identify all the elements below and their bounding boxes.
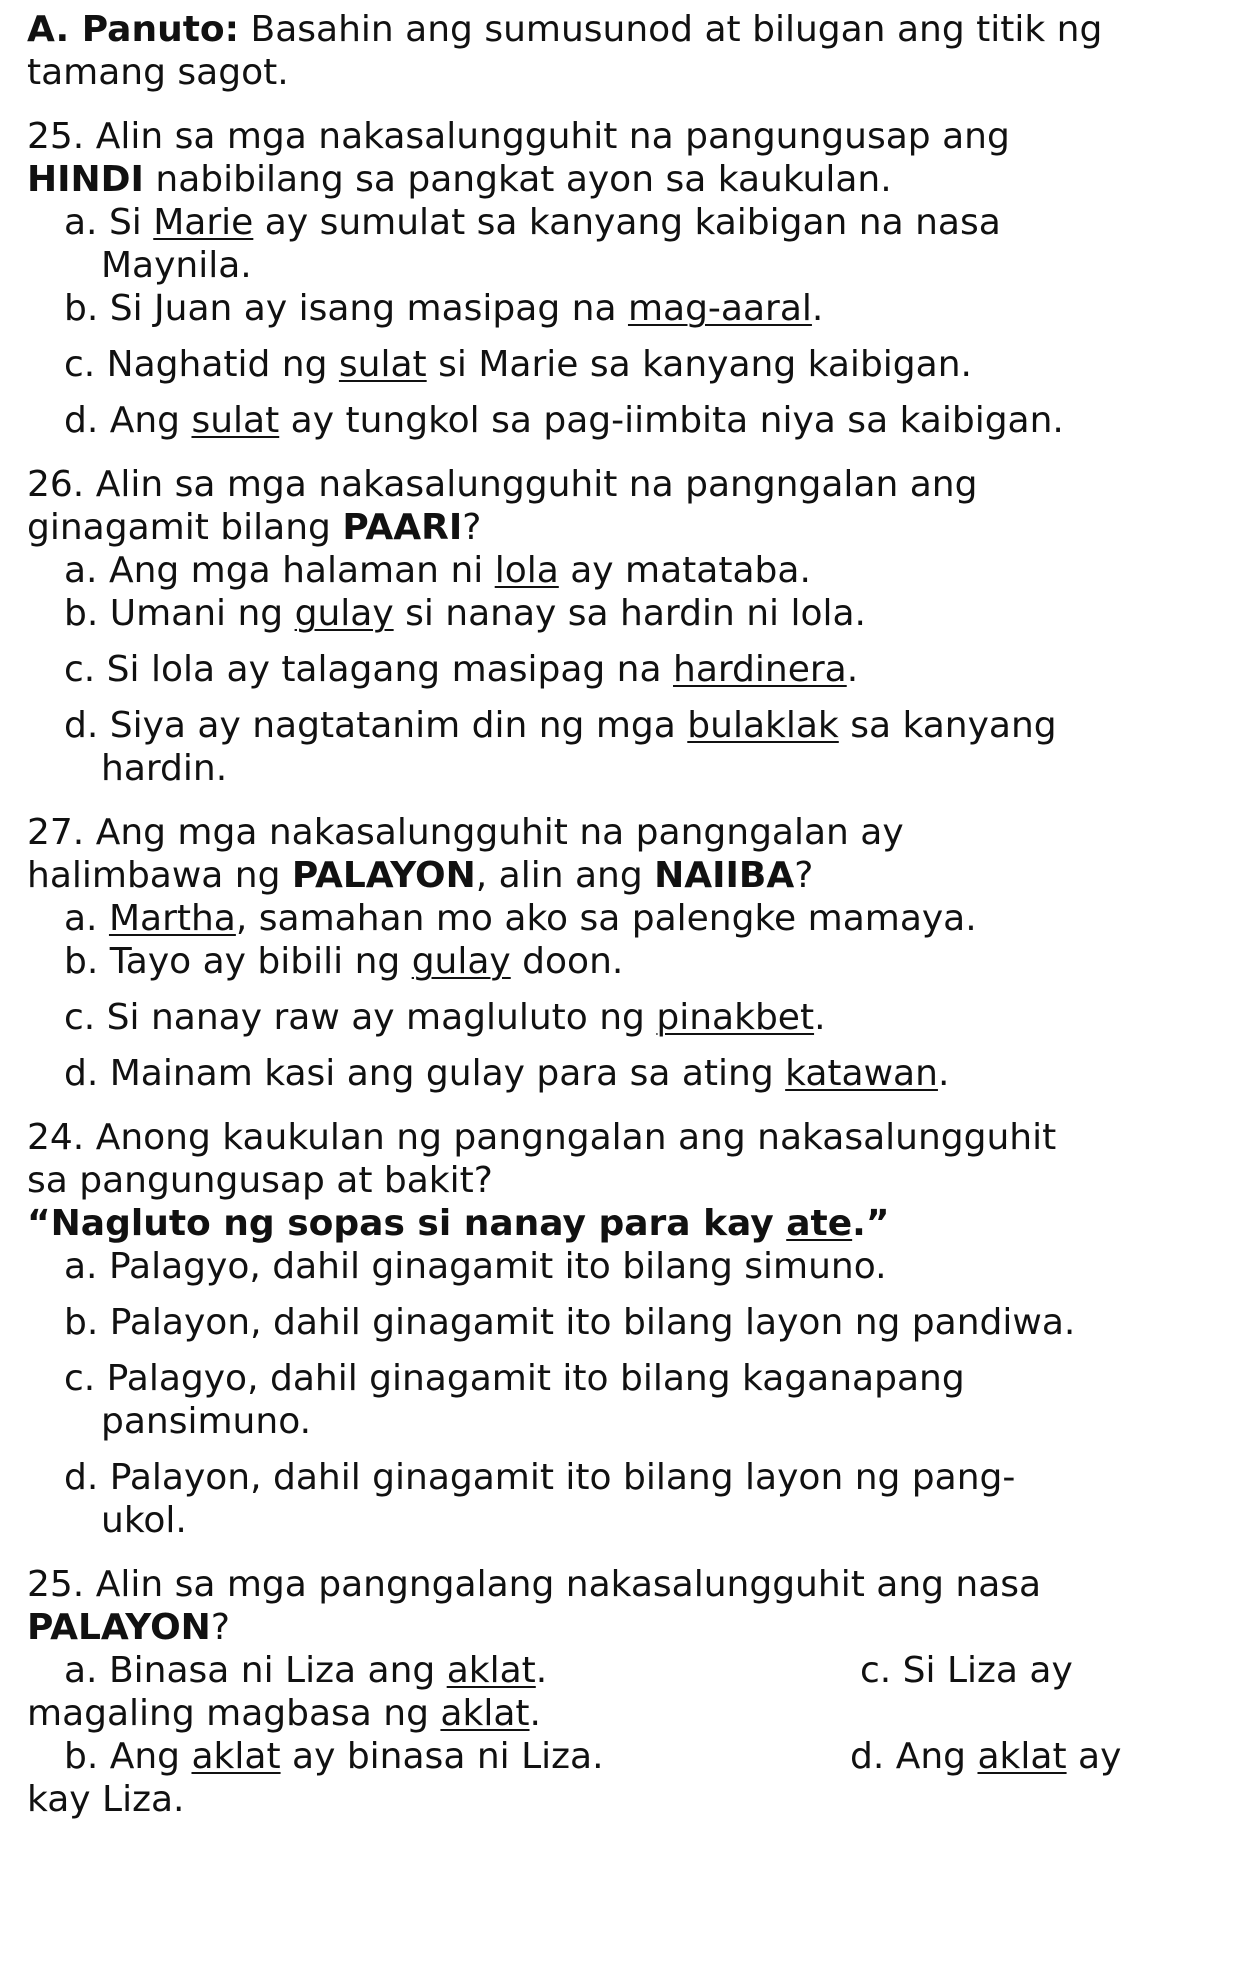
q25a-b-post: . [811,288,824,329]
q26-c-underlined: hardinera [673,649,847,690]
q27-option-d[interactable] [27,1052,1214,1095]
q25a-b-underlined: mag-aaral [627,288,812,329]
q27-d-post: . [937,1053,950,1094]
q26-a-pre: a. Ang mga halaman ni [64,550,495,591]
q25b-c-cont-pre: magaling magbasa ng [27,1693,441,1734]
q27-stem-line-2 [27,854,1214,897]
q25b-stem-line-2 [27,1606,1214,1649]
q25b-keyword: PALAYON [27,1607,211,1648]
q24-quote-pre: “Nagluto ng sopas si nanay para kay [27,1203,787,1244]
q27-d-underlined: katawan [785,1053,938,1094]
q26-c-post: . [846,649,859,690]
q27-a-pre: a. [64,898,109,939]
q27-keyword-1: PALAYON [291,855,476,896]
q26-keyword: PAARI [342,507,463,548]
q27-b-underlined: gulay [411,941,511,982]
q24-option-d[interactable]: d. Palayon, dahil ginagamit ito bilang layon ng pang- [64,1457,1016,1498]
q25a-d-underlined: sulat [191,400,280,441]
q27-a-underlined: Martha [108,898,236,939]
q26-stem-line-1: 26. Alin sa mga nakasalungguhit na pangngalan ang [27,464,978,505]
q25b-row-1 [27,1649,1214,1692]
q26-d-underlined: bulaklak [687,705,839,746]
q25a-c-post: si Marie sa kanyang kaibigan. [426,344,972,385]
q24-quote [27,1202,1214,1245]
q27-b-pre: b. Tayo ay bibili ng [64,941,412,982]
q25a-b-pre: b. Si Juan ay isang masipag na [64,288,628,329]
q24-option-a[interactable]: a. Palagyo, dahil ginagamit ito bilang simuno. [64,1246,887,1287]
q25a-option-d[interactable] [27,399,1214,442]
q25b-b-post: ay binasa ni Liza. [280,1736,604,1777]
q27-keyword-2: NAIIBA [654,855,795,896]
q25a-option-c[interactable] [27,343,1214,386]
q27-stem-line-1: 27. Ang mga nakasalungguhit na pangngalan ay [27,812,904,853]
q26-d-post: sa kanyang [838,705,1057,746]
q26-option-a[interactable] [27,549,1214,592]
q27-b-post: doon. [510,941,624,982]
q27-a-post: , samahan mo ako sa palengke mamaya. [235,898,977,939]
q25a-stem-line-1: 25. Alin sa mga nakasalungguhit na pangungusap ang [27,116,1010,157]
q25b-c-cont-post: . [529,1693,541,1734]
q26-option-d[interactable] [27,704,1214,747]
q24-option-b[interactable]: b. Palayon, dahil ginagamit ito bilang layon ng pandiwa. [64,1302,1076,1343]
q25a-c-pre: c. Naghatid ng [64,344,339,385]
q26-stem-post: ? [462,507,482,548]
q26-a-post: ay matataba. [558,550,811,591]
instruction-label: A. Panuto: [27,9,240,50]
q25b-c-underlined: aklat [440,1693,530,1734]
q25b-option-d-cont: kay Liza. [27,1779,185,1820]
q27-option-c[interactable] [27,996,1214,1039]
q26-stem-pre: ginagamit bilang [27,507,343,548]
q27-c-pre: c. Si nanay raw ay magluluto ng [64,997,657,1038]
q25b-stem-line-1: 25. Alin sa mga pangngalang nakasalungguhit ang nasa [27,1564,1042,1605]
q25b-a-underlined: aklat [446,1650,536,1691]
instruction-line-2: tamang sagot. [27,52,289,93]
q27-c-underlined: pinakbet [656,997,815,1038]
q25b-d-pre: d. Ang [850,1736,978,1777]
q26-a-underlined: lola [494,550,559,591]
instruction-line-1 [27,8,1214,51]
q26-option-c[interactable] [27,648,1214,691]
q25a-stem-rest: nabibilang sa pangkat ayon sa kaukulan. [143,159,892,200]
q25b-option-c-cont [27,1692,1214,1735]
q26-d-pre: d. Siya ay nagtatanim din ng mga [64,705,688,746]
q25a-option-a[interactable] [27,201,1214,244]
q25a-option-a-cont: Maynila. [101,245,252,286]
q26-stem-line-2 [27,506,1214,549]
q25b-row-2 [27,1735,1214,1778]
q25b-option-d[interactable] [850,1735,1121,1778]
q25a-d-pre: d. Ang [64,400,192,441]
q25b-b-underlined: aklat [191,1736,281,1777]
q25b-d-post: ay [1066,1736,1122,1777]
q24-option-c-cont: pansimuno. [101,1401,312,1442]
q25b-option-a[interactable] [64,1650,547,1691]
q24-quote-underlined: ate [786,1203,853,1244]
q25a-stem-line-2 [27,158,1214,201]
q24-quote-post: .” [852,1203,890,1244]
q26-b-post: si nanay sa hardin ni lola. [393,593,866,634]
q25a-a-underlined: Marie [153,202,254,243]
q26-b-pre: b. Umani ng [64,593,295,634]
q24-stem-line-2: sa pangungusap at bakit? [27,1160,493,1201]
q25b-b-pre: b. Ang [64,1736,192,1777]
q27-c-post: . [814,997,826,1038]
q25a-keyword: HINDI [27,159,144,200]
q25a-c-underlined: sulat [338,344,427,385]
q25a-a-pre: a. Si [64,202,154,243]
q24-stem-line-1: 24. Anong kaukulan ng pangngalan ang nakasalungguhit [27,1117,1057,1158]
q25b-a-post: . [535,1650,548,1691]
q26-option-b[interactable] [27,592,1214,635]
q26-b-underlined: gulay [294,593,394,634]
q27-stem-post: ? [794,855,814,896]
q25a-d-post: ay tungkol sa pag-iimbita niya sa kaibigan. [279,400,1064,441]
q25a-option-b[interactable] [27,287,1214,330]
q27-option-a[interactable] [27,897,1214,940]
instruction-text: Basahin ang sumusunod at bilugan ang titik ng [239,9,1103,50]
q26-c-pre: c. Si lola ay talagang masipag na [64,649,673,690]
q27-d-pre: d. Mainam kasi ang gulay para sa ating [64,1053,786,1094]
q27-option-b[interactable] [27,940,1214,983]
q25a-a-post: ay sumulat sa kanyang kaibigan na nasa [253,202,1001,243]
q25b-d-underlined: aklat [977,1736,1067,1777]
q27-stem-mid: , alin ang [475,855,655,896]
q25b-option-c[interactable]: c. Si Liza ay [860,1650,1073,1691]
q24-option-c[interactable]: c. Palagyo, dahil ginagamit ito bilang kaganapang [64,1358,965,1399]
q26-option-d-cont: hardin. [101,748,228,789]
q24-option-d-cont: ukol. [101,1500,187,1541]
q25b-a-pre: a. Binasa ni Liza ang [64,1650,447,1691]
q25b-stem-post: ? [210,1607,230,1648]
q27-stem-pre: halimbawa ng [27,855,292,896]
q25b-option-b[interactable] [64,1736,604,1777]
